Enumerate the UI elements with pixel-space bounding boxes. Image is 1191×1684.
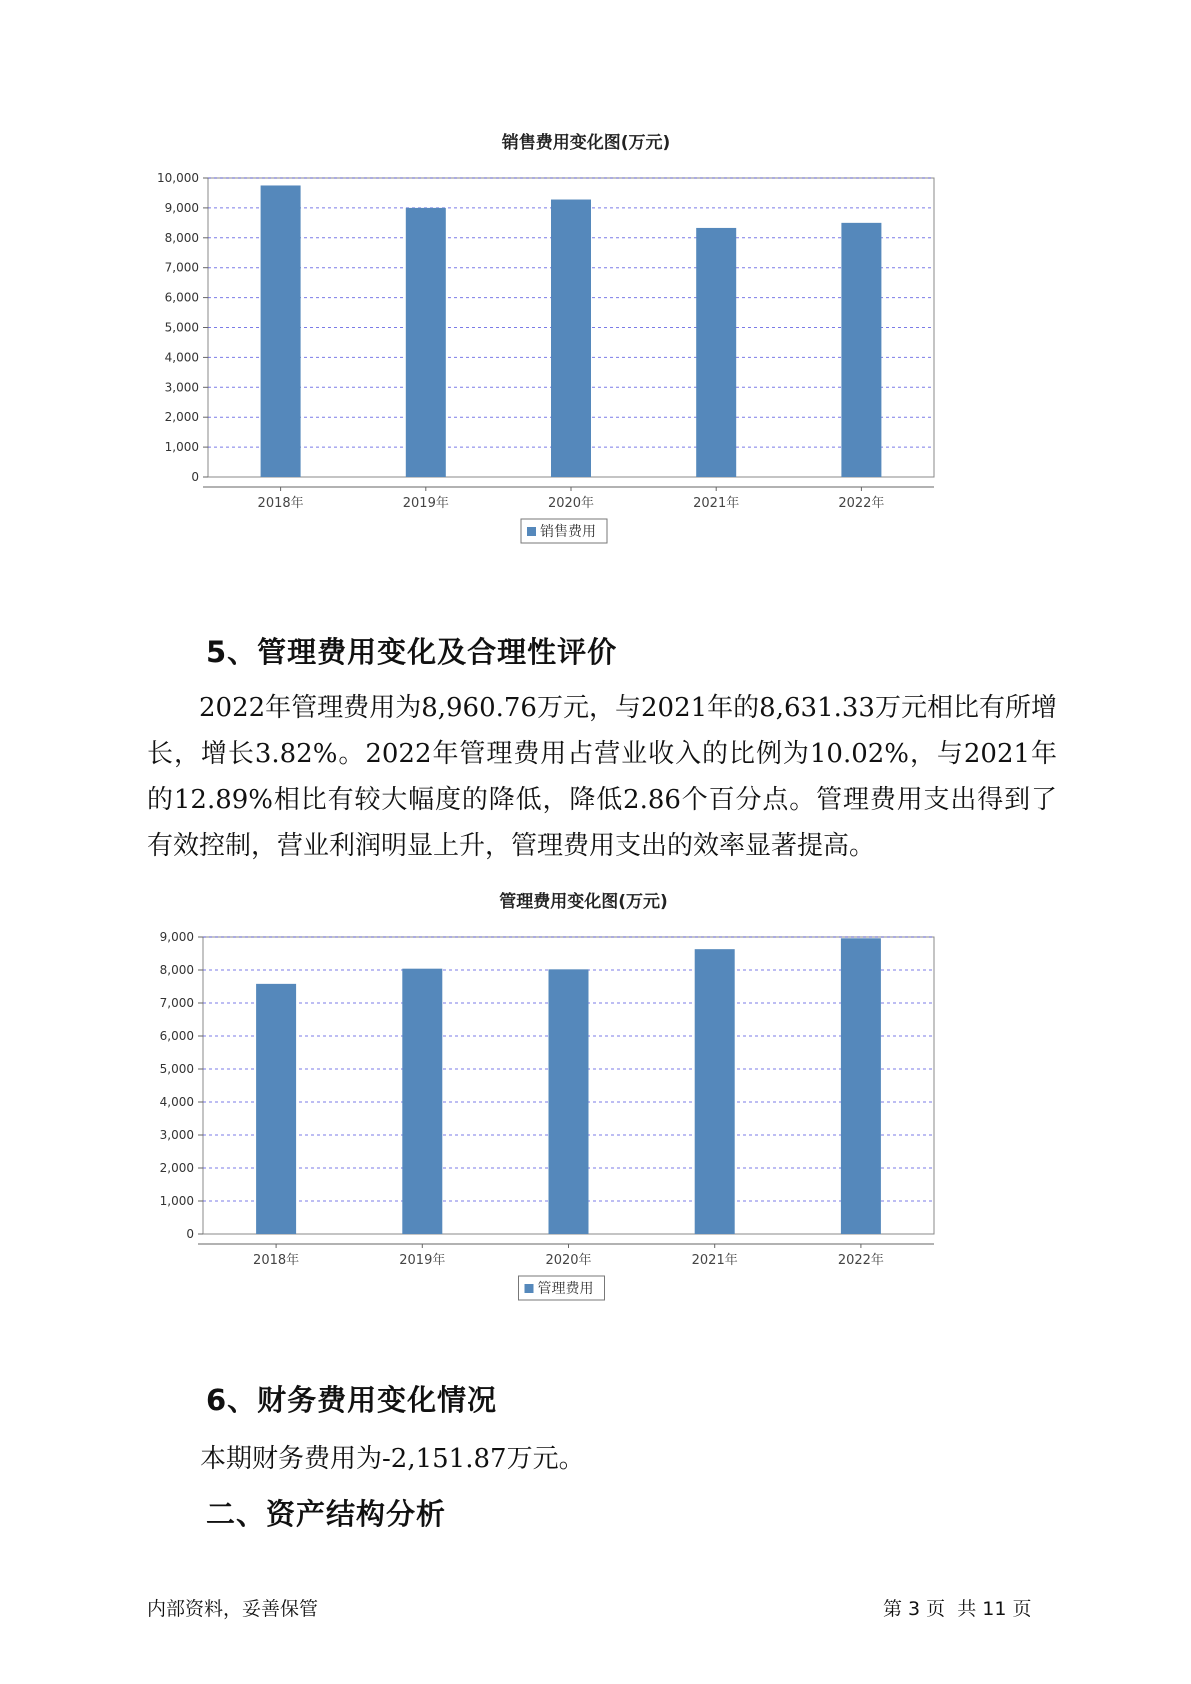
section-5-heading: 5、管理费用变化及合理性评价 xyxy=(206,635,618,669)
y-tick-label: 3,000 xyxy=(164,380,199,395)
y-tick-label: 4,000 xyxy=(159,1095,194,1109)
y-tick-label: 2,000 xyxy=(164,410,199,425)
y-tick-label: 2,000 xyxy=(159,1161,194,1175)
bar xyxy=(261,185,301,477)
section-5-paragraph xyxy=(147,685,1057,869)
bar xyxy=(406,208,446,477)
bar xyxy=(549,969,589,1234)
bar xyxy=(402,969,442,1234)
y-tick-label: 7,000 xyxy=(164,260,199,275)
legend-swatch xyxy=(525,1284,534,1293)
admin-expense-chart xyxy=(140,888,1020,1328)
x-tick-label: 2018年 xyxy=(253,1253,300,1268)
section-5-text: 2022年管理费用为8,960.76万元，与2021年的8,631.33万元相比有所增长，增长3.82%。2022年管理费用占营业收入的比例为10.02%，与2021年的12.89%相比有较大幅度的降低，降低2.86个百分点。管理费用支出得到了有效控制，营业利润明显上升，管理费用支出的效率显著提高。 xyxy=(147,693,1057,861)
section-6-paragraph: 本期财务费用为-2,151.87万元。 xyxy=(200,1444,585,1474)
y-tick-label: 5,000 xyxy=(159,1062,194,1076)
x-tick-label: 2021年 xyxy=(693,496,740,511)
x-tick-label: 2018年 xyxy=(257,496,304,511)
sales-expense-chart-svg xyxy=(140,130,1020,570)
y-tick-label: 8,000 xyxy=(159,963,194,977)
chart-title: 管理费用变化图(万元) xyxy=(499,892,668,912)
footer-right: 第 3 页 共 11 页 xyxy=(883,1598,1032,1620)
bar xyxy=(551,200,591,477)
y-tick-label: 4,000 xyxy=(164,350,199,365)
bar xyxy=(256,984,296,1234)
sales-expense-chart xyxy=(140,130,1020,570)
legend-label: 管理费用 xyxy=(537,1281,594,1297)
y-tick-label: 9,000 xyxy=(164,200,199,215)
y-tick-label: 6,000 xyxy=(164,290,199,305)
y-tick-label: 3,000 xyxy=(159,1128,194,1142)
y-tick-label: 7,000 xyxy=(159,996,194,1010)
x-tick-label: 2019年 xyxy=(399,1253,446,1268)
x-tick-label: 2019年 xyxy=(402,496,449,511)
admin-expense-chart-svg xyxy=(140,888,1020,1328)
x-tick-label: 2020年 xyxy=(547,496,595,511)
y-tick-label: 1,000 xyxy=(159,1194,194,1208)
bar xyxy=(841,938,881,1234)
y-tick-label: 5,000 xyxy=(164,320,199,335)
chart-title: 销售费用变化图(万元) xyxy=(501,133,671,153)
y-tick-label: 9,000 xyxy=(159,930,194,944)
x-tick-label: 2022年 xyxy=(838,496,885,511)
legend-swatch xyxy=(527,527,536,536)
footer-left: 内部资料，妥善保管 xyxy=(147,1598,319,1620)
y-tick-label: 1,000 xyxy=(164,440,199,455)
y-tick-label: 0 xyxy=(191,470,199,484)
legend-label: 销售费用 xyxy=(540,524,596,540)
x-tick-label: 2021年 xyxy=(691,1253,738,1268)
y-tick-label: 0 xyxy=(186,1227,194,1241)
section-two-heading: 二、资产结构分析 xyxy=(206,1497,447,1531)
section-6-heading: 6、财务费用变化情况 xyxy=(206,1383,498,1417)
x-tick-label: 2022年 xyxy=(837,1253,884,1268)
y-tick-label: 8,000 xyxy=(164,230,199,245)
x-tick-label: 2020年 xyxy=(545,1253,592,1268)
y-tick-label: 6,000 xyxy=(159,1029,194,1043)
bar xyxy=(695,949,735,1234)
bar xyxy=(696,228,736,477)
y-tick-label: 10,000 xyxy=(157,171,199,185)
bar xyxy=(841,223,881,477)
